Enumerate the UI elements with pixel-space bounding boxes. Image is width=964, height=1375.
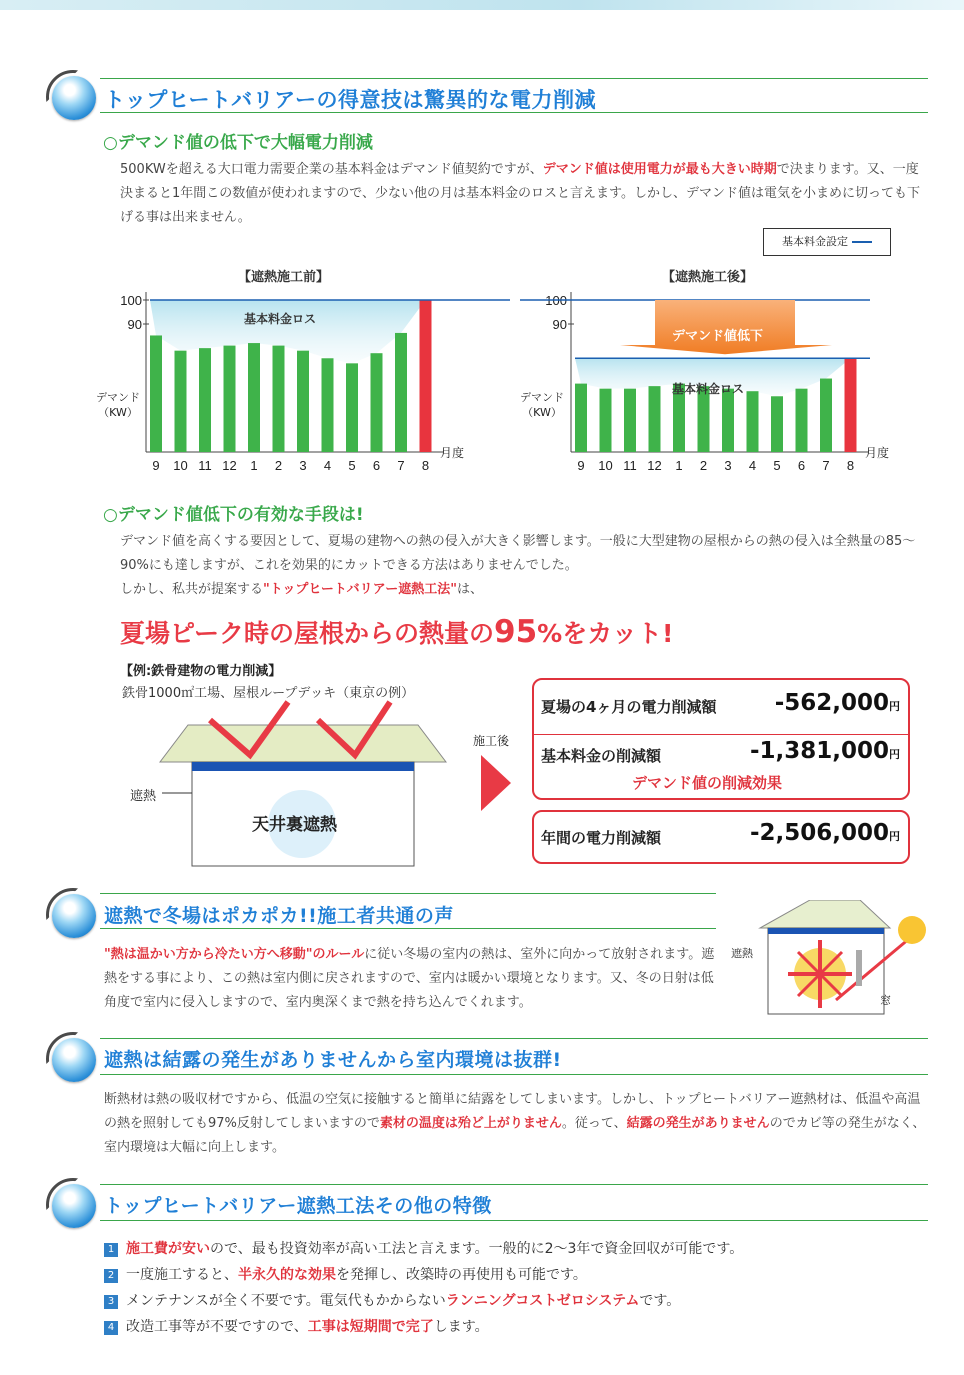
- x-tick-label: 2: [274, 458, 283, 473]
- loss-label-before: 基本料金ロス: [244, 312, 317, 326]
- x-tick-label: 5: [773, 458, 781, 473]
- chart-before-title: 【遮熱施工前】: [238, 270, 330, 285]
- section3-rule: [100, 1038, 928, 1039]
- row2-value: -1,381,000円: [749, 738, 900, 764]
- features-list: [104, 1236, 930, 1340]
- x-tick-label: 6: [372, 458, 381, 473]
- x-tick-label: 7: [397, 458, 405, 473]
- list-item: 3 メンテナンスが全く不要です。電気代もかからないランニングコストゼロシステムです。: [104, 1288, 930, 1314]
- example-subtitle: 鉄骨1000㎡工場、屋根ループデッキ（東京の例）: [122, 686, 415, 701]
- list-item: 4 改造工事等が不要ですので、工事は短期間で完了します。: [104, 1314, 930, 1340]
- x-tick-label: 8: [421, 458, 430, 473]
- bar: [649, 386, 661, 452]
- bar: [624, 389, 636, 452]
- bar: [273, 346, 285, 452]
- section2-rule-bottom: [100, 928, 716, 929]
- bar: [322, 358, 334, 452]
- x-tick-label: 11: [623, 458, 637, 473]
- bar: [845, 358, 857, 452]
- bar: [722, 389, 734, 452]
- tenjo-label: 天井裏遮熱: [252, 815, 337, 835]
- section-bullet-icon: [52, 1038, 96, 1082]
- bar: [248, 343, 260, 452]
- x-tick-label: 4: [323, 458, 332, 473]
- x-tick-label: 1: [250, 458, 258, 473]
- paragraph-winter: "熱は温かい方から冷たい方へ移動"のルールに従い冬場の室内の熱は、室外に向かって放射されます。遮熱をする事により、この熱は室内側に戻されますので、室内は暖かい環境となります。又、冬の日射は低角度で室内に侵入しますので、室内奥深くまで熱を持ち込んでくれます。: [104, 947, 715, 1010]
- section1-title: トップヒートバリアーの得意技は驚異的な電力削減: [104, 88, 596, 112]
- row2-label: 基本料金の削減額: [541, 747, 662, 765]
- xlabel-before: 月度: [440, 446, 465, 460]
- y-tick-label: 90: [552, 317, 567, 332]
- right-arrow-icon: [481, 755, 511, 811]
- x-tick-label: 3: [299, 458, 307, 473]
- ylabel-before: デマンド （KW）: [96, 391, 140, 419]
- list-item: 2 一度施工すると、半永久的な効果を発揮し、改築時の再使用も可能です。: [104, 1262, 930, 1288]
- x-tick-label: 12: [222, 458, 237, 473]
- example-title: 【例:鉄骨建物の電力削減】: [120, 664, 282, 679]
- demand-charts: [0, 282, 964, 502]
- bar: [199, 348, 211, 452]
- x-tick-label: 8: [846, 458, 855, 473]
- section2-rule: [100, 893, 716, 894]
- x-tick-label: 7: [822, 458, 830, 473]
- x-tick-label: 6: [797, 458, 806, 473]
- after-label: 施工後: [473, 734, 510, 748]
- row3-label: 年間の電力削減額: [541, 829, 662, 847]
- section4-rule-bottom: [100, 1220, 928, 1221]
- loss-label-after: 基本料金ロス: [672, 382, 745, 396]
- x-tick-label: 5: [348, 458, 356, 473]
- demand-down-label: デマンド値低下: [672, 329, 764, 344]
- bar: [420, 300, 432, 452]
- row3-value: -2,506,000円: [749, 820, 900, 846]
- bar: [575, 384, 587, 452]
- ylabel-after: デマンド （KW）: [520, 391, 564, 419]
- headline-95-cut: 夏場ピーク時の屋根からの熱量の95%をカット!: [120, 614, 674, 650]
- x-tick-label: 3: [724, 458, 732, 473]
- x-tick-label: 9: [577, 458, 585, 473]
- bar: [820, 379, 832, 452]
- row1-label: 夏場の4ヶ月の電力削減額: [541, 698, 717, 716]
- y-tick-label: 100: [120, 293, 142, 308]
- bar: [600, 389, 612, 452]
- bar: [150, 335, 162, 452]
- bar: [224, 346, 236, 452]
- legend-basic-fee: 基本料金設定: [763, 228, 891, 256]
- x-tick-label: 9: [152, 458, 160, 473]
- window-label: 窓: [880, 994, 891, 1007]
- x-tick-label: 4: [748, 458, 757, 473]
- x-tick-label: 10: [598, 458, 613, 473]
- list-item: 1 施工費が安いので、最も投資効率が高い工法と言えます。一般的に2～3年で資金回収が可能です。: [104, 1236, 930, 1262]
- bar: [747, 391, 759, 452]
- paragraph-means: デマンド値を高くする要因として、夏場の建物への熱の侵入が大きく影響します。一般に大型建物の屋根からの熱の侵入は全熱量の85～90%にも達しますが、これを効果的にカットできる方法はありませんでした。 しかし、私共が提案する"トップヒートバリアー遮熱工法"は、: [120, 534, 916, 597]
- section-bullet-icon: [52, 1184, 96, 1228]
- x-tick-label: 1: [675, 458, 683, 473]
- x-tick-label: 11: [198, 458, 212, 473]
- y-tick-label: 100: [545, 293, 567, 308]
- bar: [796, 389, 808, 452]
- bar: [395, 333, 407, 452]
- x-tick-label: 12: [647, 458, 662, 473]
- section3-rule-bottom: [100, 1074, 928, 1075]
- sub-heading-means: ○デマンド値低下の有効な手段は!: [103, 505, 364, 525]
- bar: [297, 351, 309, 452]
- x-tick-label: 2: [699, 458, 708, 473]
- paragraph-demand: 500KWを超える大口電力需要企業の基本料金はデマンド値契約ですが、デマンド値は使用電力が最も大きい時期で決まります。又、一度決まると1年間この数値が使われますので、少ない他の月は基本料金のロスと言えます。しかし、デマンド値は電気を小まめに切っても下げる事は出来ません。: [120, 162, 920, 225]
- row2-note: デマンド値の削減効果: [632, 774, 783, 792]
- section2-title: 遮熱で冬場はポカポカ!!施工者共通の声: [104, 905, 454, 927]
- house-diagram: [740, 900, 940, 1020]
- bar: [371, 353, 383, 452]
- building-diagram: [130, 700, 460, 870]
- legend-line-icon: [852, 241, 872, 243]
- section4-rule: [100, 1184, 928, 1185]
- section3-title: 遮熱は結露の発生がありませんから室内環境は抜群!: [104, 1049, 562, 1071]
- row1-value: -562,000円: [774, 690, 900, 716]
- bar: [346, 363, 358, 452]
- chart-after-title: 【遮熱施工後】: [662, 270, 754, 285]
- section1-rule: [100, 78, 928, 79]
- section4-title: トップヒートバリアー遮熱工法その他の特徴: [104, 1195, 492, 1217]
- sub-heading-demand: ○デマンド値の低下で大幅電力削減: [103, 133, 373, 153]
- y-tick-label: 90: [127, 317, 142, 332]
- section-bullet-icon: [52, 76, 96, 120]
- xlabel-after: 月度: [865, 446, 890, 460]
- x-tick-label: 10: [173, 458, 188, 473]
- top-decor-bar: [0, 0, 964, 10]
- section-bullet-icon: [52, 894, 96, 938]
- shanetsu-label: 遮熱: [130, 789, 157, 804]
- paragraph-condensation: 断熱材は熱の吸収材ですから、低温の空気に接触すると簡単に結露をしてしまいます。しかし、トップヒートバリアー遮熱材は、低温や高温の熱を照射しても97%反射してしまいますので素材の温度は殆ど上がりません。従って、結露の発生がありませんのでカビ等の発生がなく、室内環境は大幅に向上します。: [104, 1092, 926, 1155]
- bar: [771, 396, 783, 452]
- bar: [175, 351, 187, 452]
- section1-rule-bottom: [100, 112, 928, 113]
- house-shanetsu-label: 遮熱: [731, 947, 753, 960]
